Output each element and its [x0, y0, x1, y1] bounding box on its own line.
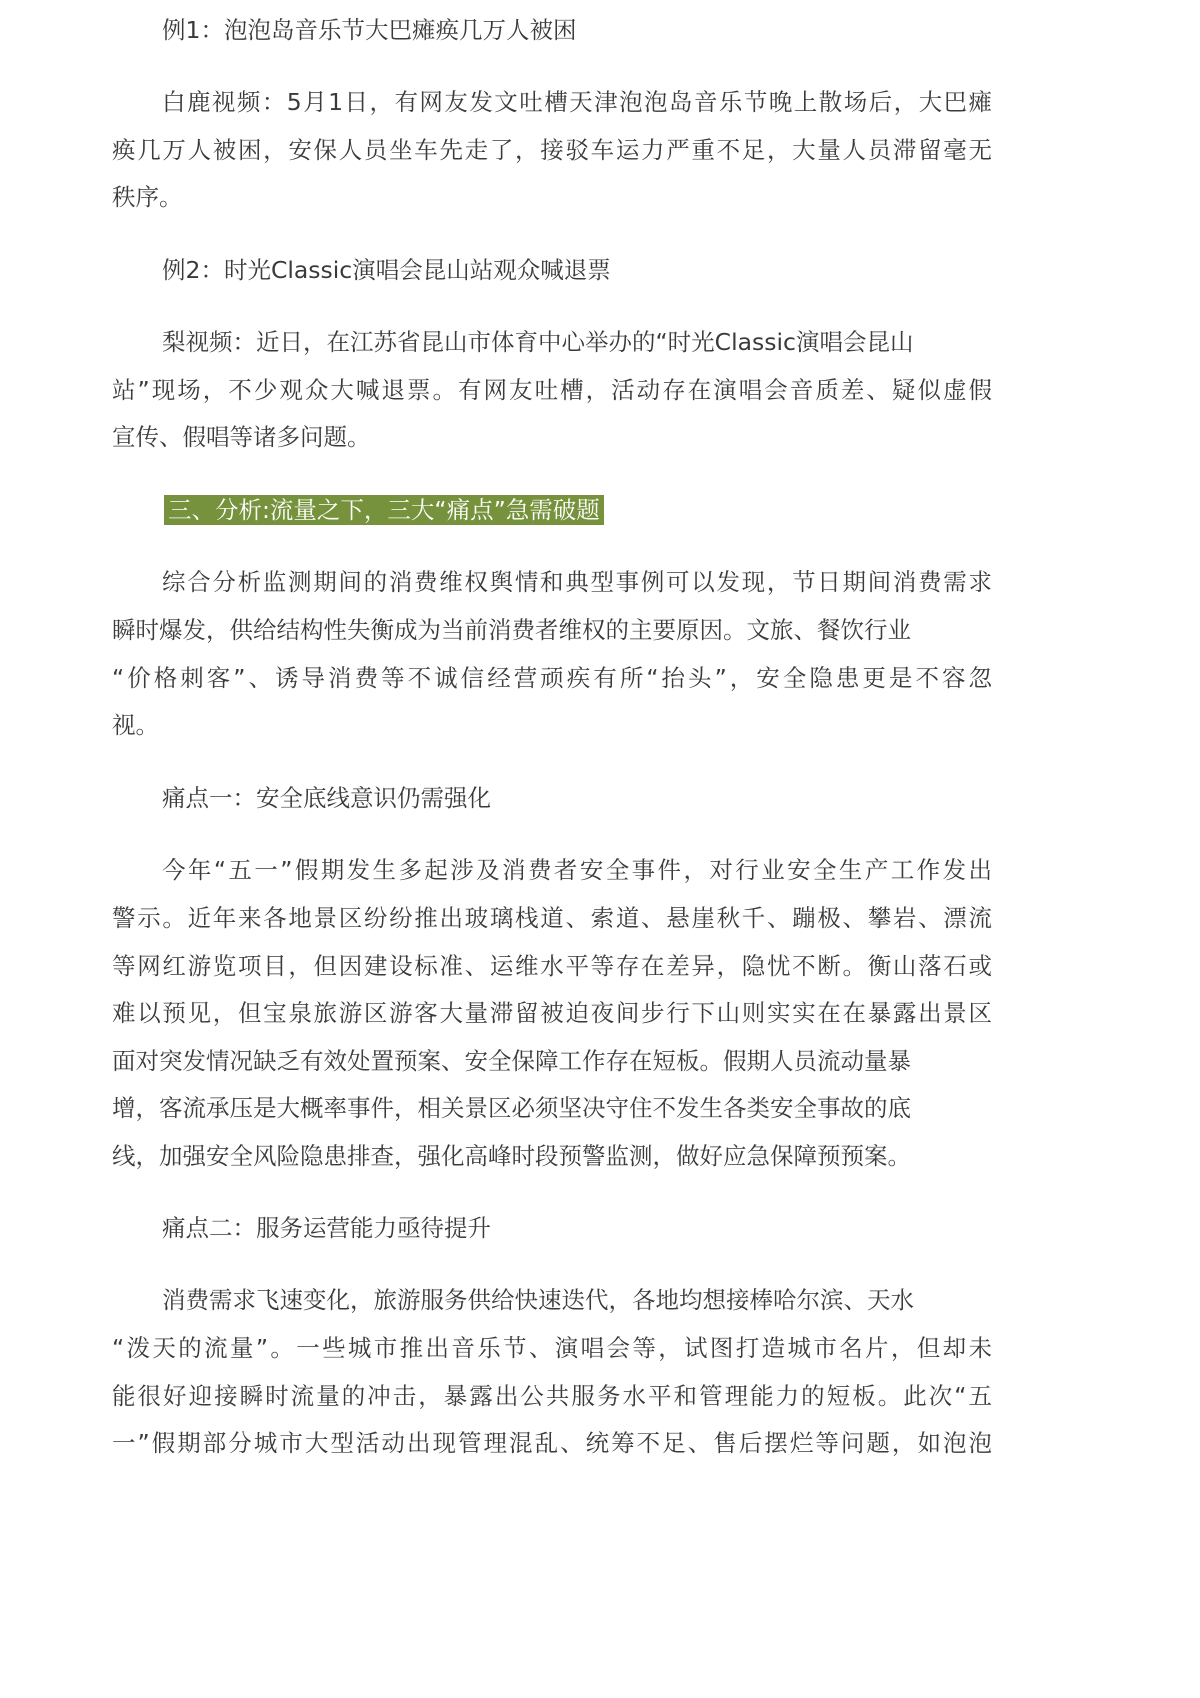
pain-point-1-body-line: 警示。近年来各地景区纷纷推出玻璃栈道、索道、悬崖秋千、蹦极、攀岩、漂流 [112, 904, 992, 932]
analysis-body-line: 瞬时爆发，供给结构性失衡成为当前消费者维权的主要原因。文旅、餐饮行业 [112, 616, 911, 644]
pain-point-1-body-line: 等网红游览项目，但因建设标准、运维水平等存在差异，隐忧不断。衡山落石或 [112, 952, 992, 980]
example2-body-line: 站”现场，不少观众大喊退票。有网友吐槽，活动存在演唱会音质差、疑似虚假 [112, 376, 992, 404]
pain-point-1-body-line: 线，加强安全风险隐患排查，强化高峰时段预警监测，做好应急保障预预案。 [112, 1142, 911, 1170]
pain-point-2-body-line: 消费需求飞速变化，旅游服务供给快速迭代，各地均想接棒哈尔滨、天水 [162, 1286, 914, 1314]
example1-title: 例1：泡泡岛音乐节大巴瘫痪几万人被困 [162, 16, 577, 44]
pain-point-1-body-line: 面对突发情况缺乏有效处置预案、安全保障工作存在短板。假期人员流动量暴 [112, 1047, 911, 1075]
pain-point-1-body-line: 难以预见，但宝泉旅游区游客大量滞留被迫夜间步行下山则实实在在暴露出景区 [112, 999, 992, 1027]
example1-body-line: 痪几万人被困，安保人员坐车先走了，接驳车运力严重不足，大量人员滞留毫无 [112, 136, 992, 164]
analysis-body-line: 视。 [112, 711, 159, 739]
analysis-body-line: “价格刺客”、诱导消费等不诚信经营顽疾有所“抬头”，安全隐患更是不容忽 [112, 664, 992, 692]
example1-body-line: 秩序。 [112, 183, 183, 211]
pain-point-2-body-line: “泼天的流量”。一些城市推出音乐节、演唱会等，试图打造城市名片，但却未 [112, 1334, 992, 1362]
pain-point-1-body-line: 增，客流承压是大概率事件，相关景区必须坚决守住不发生各类安全事故的底 [112, 1094, 911, 1122]
analysis-body-line: 综合分析监测期间的消费维权舆情和典型事例可以发现，节日期间消费需求 [162, 568, 992, 596]
example1-body-line: 白鹿视频：5月1日，有网友发文吐槽天津泡泡岛音乐节晚上散场后，大巴瘫 [162, 88, 992, 116]
pain-point-1-body-line: 今年“五一”假期发生多起涉及消费者安全事件，对行业安全生产工作发出 [162, 856, 992, 884]
pain-point-2-body-line: 一”假期部分城市大型活动出现管理混乱、统筹不足、售后摆烂等问题，如泡泡 [112, 1429, 992, 1457]
example2-body-line: 梨视频：近日，在江苏省昆山市体育中心举办的“时光Classic演唱会昆山 [162, 328, 914, 356]
section-heading: 三、分析:流量之下，三大“痛点”急需破题 [164, 495, 604, 525]
pain-point-2-title: 痛点二：服务运营能力亟待提升 [162, 1214, 491, 1242]
example2-body-line: 宣传、假唱等诸多问题。 [112, 423, 371, 451]
example2-title: 例2：时光Classic演唱会昆山站观众喊退票 [162, 256, 611, 284]
pain-point-2-body-line: 能很好迎接瞬时流量的冲击，暴露出公共服务水平和管理能力的短板。此次“五 [112, 1382, 992, 1410]
pain-point-1-title: 痛点一：安全底线意识仍需强化 [162, 784, 491, 812]
